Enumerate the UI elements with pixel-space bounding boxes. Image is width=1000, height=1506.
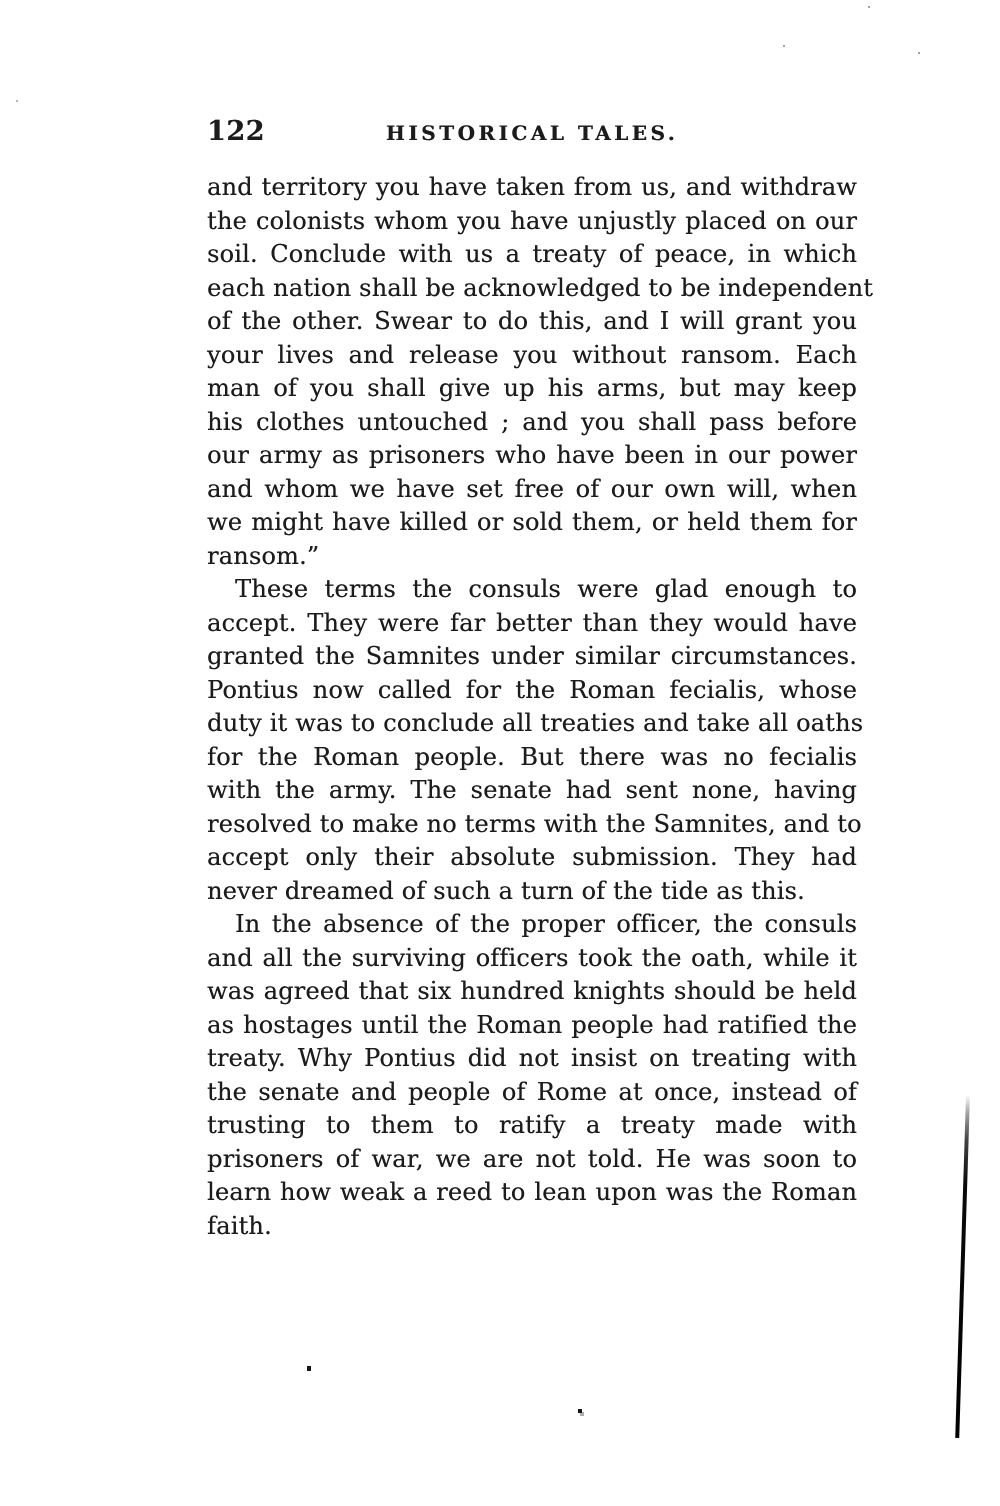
text-line: as hostages until the Roman people had ratified the xyxy=(207,1010,857,1039)
text-line: of the other. Swear to do this, and I will grant you xyxy=(207,307,857,335)
scan-noise-dot xyxy=(783,45,785,47)
text-line: and territory you have taken from us, and withdraw xyxy=(207,173,857,201)
text-line: Pontius now called for the Roman fecialis, whose xyxy=(207,675,857,704)
scan-noise-dot xyxy=(918,52,920,54)
text-line: man of you shall give up his arms, but may keep xyxy=(207,374,857,402)
text-line: accept. They were far better than they would have xyxy=(207,608,857,637)
text-line: granted the Samnites under similar circumstances. xyxy=(207,642,857,670)
running-header xyxy=(207,116,857,150)
text-line: was agreed that six hundred knights should be held xyxy=(207,977,857,1005)
paragraph xyxy=(207,573,864,908)
text-line: the colonists whom you have unjustly placed on our xyxy=(207,206,857,235)
text-line: each nation shall be acknowledged to be independent xyxy=(207,273,873,302)
text-line: and all the surviving officers took the oath, while it xyxy=(207,943,857,972)
paragraph xyxy=(207,908,857,1243)
text-line: his clothes untouched ; and you shall pass before xyxy=(207,407,857,436)
text-line: trusting to them to ratify a treaty made with xyxy=(207,1111,857,1139)
text-line: These terms the consuls were glad enough to xyxy=(235,575,857,603)
text-line: treaty. Why Pontius did not insist on treating with xyxy=(207,1044,857,1072)
ink-speck xyxy=(307,1366,311,1371)
text-line: for the Roman people. But there was no fecialis xyxy=(207,742,857,771)
scan-noise-dot xyxy=(868,6,870,8)
scan-noise-dot xyxy=(16,100,18,102)
page-number: 122 xyxy=(207,116,265,147)
text-line: accept only their absolute submission. They had xyxy=(207,843,857,871)
text-line: soil. Conclude with us a treaty of peace, in which xyxy=(207,240,857,268)
text-line: faith. xyxy=(207,1211,272,1240)
body-text xyxy=(207,171,873,1243)
text-line: never dreamed of such a turn of the tide as this. xyxy=(207,876,805,905)
text-line: In the absence of the proper officer, the consuls xyxy=(235,910,857,938)
running-title: HISTORICAL TALES. xyxy=(385,121,679,145)
scan-artifact-line xyxy=(955,1095,969,1438)
text-line: duty it was to conclude all treaties and take all oaths xyxy=(207,709,864,737)
text-line: we might have killed or sold them, or held them for xyxy=(207,508,857,536)
text-line: ransom.” xyxy=(207,541,320,570)
ink-speck xyxy=(578,1409,582,1413)
text-line: our army as prisoners who have been in our power xyxy=(207,441,857,469)
text-line: your lives and release you without ransom. Each xyxy=(207,340,857,369)
paragraph xyxy=(207,171,873,573)
text-line: and whom we have set free of our own will, when xyxy=(207,474,857,503)
text-line: the senate and people of Rome at once, instead of xyxy=(207,1077,857,1106)
text-line: prisoners of war, we are not told. He was soon to xyxy=(207,1144,857,1173)
text-line: resolved to make no terms with the Samnites, and to xyxy=(207,809,862,838)
text-line: with the army. The senate had sent none, having xyxy=(207,776,857,804)
text-line: learn how weak a reed to lean upon was the Roman xyxy=(207,1178,857,1206)
